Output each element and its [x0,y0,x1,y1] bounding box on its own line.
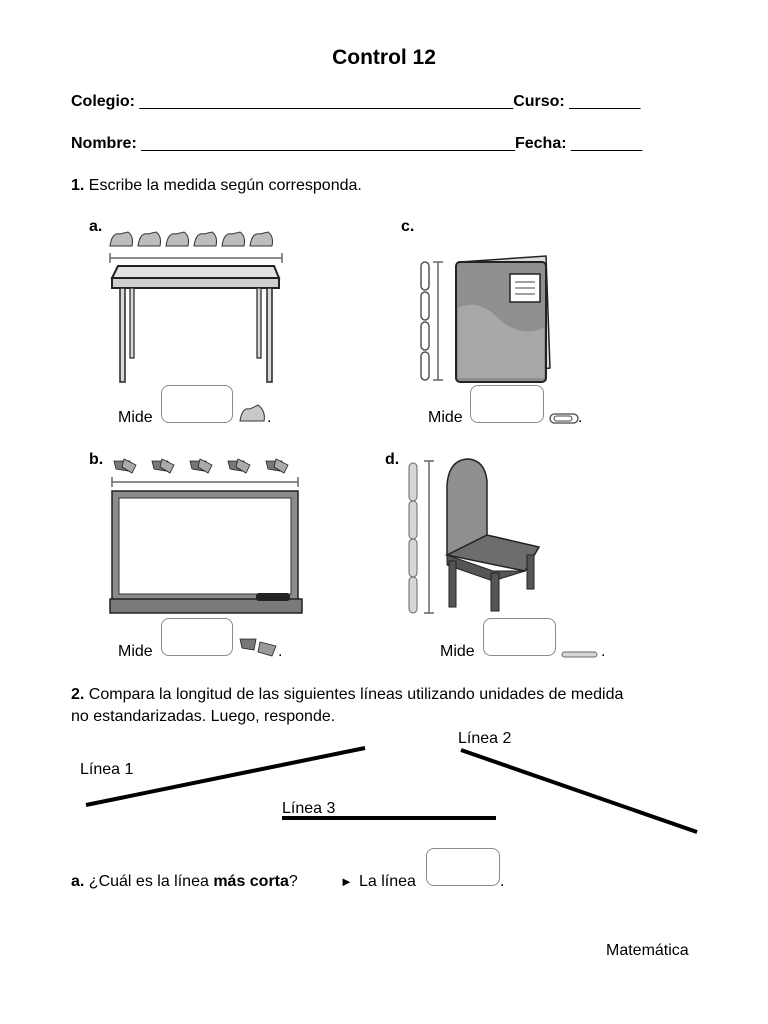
item-a-period: . [267,409,272,426]
item-c-letter: c. [401,218,415,235]
answer-prefix: La línea [359,873,416,890]
colegio-label: Colegio: [71,93,135,110]
line-3-label: Línea 3 [282,800,336,817]
item-b-period: . [278,643,283,660]
sub-question-a-text: ¿Cuál es la línea [88,873,214,890]
item-b-mide: Mide [118,643,153,660]
question-1-text: Escribe la medida según corresponda. [88,177,362,194]
arrow-icon: ► [340,874,353,889]
sub-question-a-period: . [500,873,505,890]
item-d-mide: Mide [440,643,475,660]
item-b-letter: b. [89,451,104,468]
item-c-mide: Mide [428,409,463,426]
item-a-letter: a. [89,218,103,235]
nombre-field[interactable]: __________________________________________ [141,135,515,152]
question-2-text-line2: no estandarizadas. Luego, responde. [71,708,336,725]
page-title: Control 12 [332,46,436,69]
sub-question-a-letter: a. [71,873,85,890]
question-2-text-line1: Compara la longitud de las siguientes líneas utilizando unidades de medida [88,686,624,703]
line-1-label: Línea 1 [80,761,134,778]
fecha-field[interactable]: ________ [571,135,643,152]
sub-question-a-mark: ? [288,873,298,890]
sub-question-a [71,873,298,891]
line-2 [461,750,697,832]
question-1-number: 1. [71,177,85,194]
item-d-letter: d. [385,451,400,468]
nombre-label: Nombre: [71,135,137,152]
fecha-label: Fecha: [514,135,567,152]
footer-subject: Matemática [606,942,689,959]
line-2-label: Línea 2 [458,730,512,747]
item-c-period: . [578,409,583,426]
sub-question-a-answer-box[interactable] [426,848,500,886]
line-1 [86,748,365,805]
curso-label: Curso: [513,93,565,110]
colegio-field[interactable]: __________________________________________ [139,93,514,110]
curso-field[interactable]: ________ [569,93,641,110]
sub-question-a-bold: más corta [213,873,289,890]
question-2-number: 2. [71,686,85,703]
item-a-mide: Mide [118,409,153,426]
item-d-period: . [601,643,606,660]
